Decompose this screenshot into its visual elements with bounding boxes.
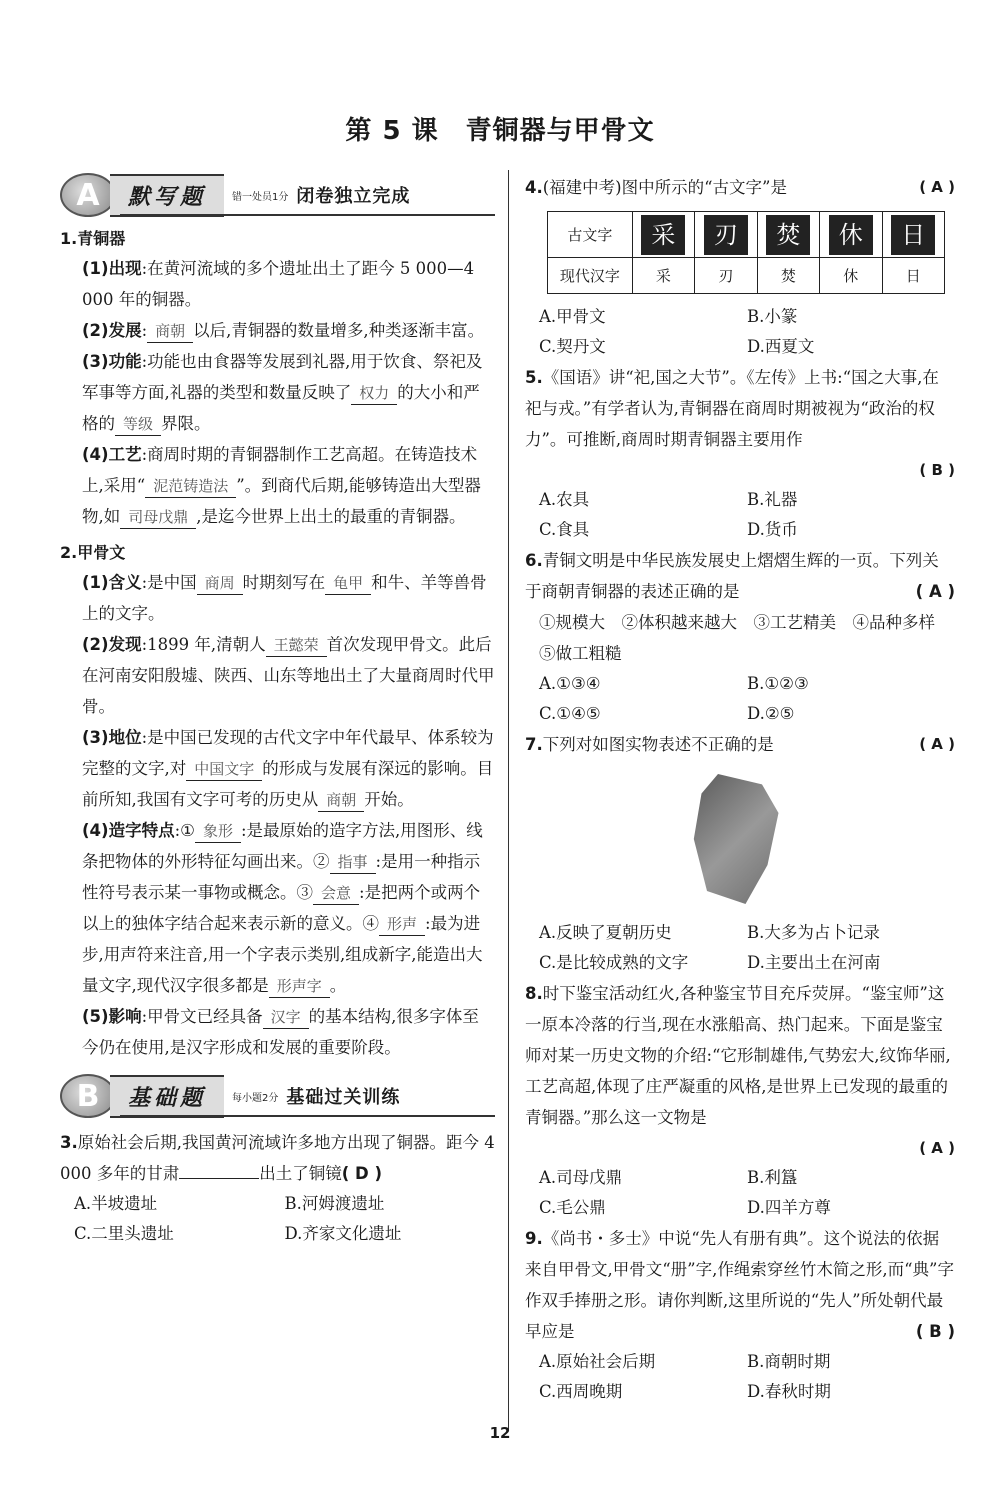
page-number: 12 (489, 1424, 511, 1442)
question-4: 4.(福建中考)图中所示的“古文字”是 ( A ) (525, 172, 955, 203)
q7-options (525, 918, 955, 978)
option-a: A.①③④ (539, 674, 601, 693)
answer-blank: 等级 (115, 413, 161, 436)
answer-blank: 司母戊鼎 (120, 506, 196, 529)
section-a-banner (60, 172, 495, 218)
answer-blank: 权力 (351, 382, 397, 405)
q1-heading: 1.青铜器 (60, 229, 126, 248)
q2-heading: 2.甲骨文 (60, 543, 126, 562)
option-d: D.齐家文化遗址 (284, 1224, 402, 1243)
option-d: D.四羊方尊 (747, 1198, 831, 1217)
option-a: A.甲骨文 (539, 307, 606, 326)
option-c: C.二里头遗址 (74, 1224, 174, 1243)
ancient-glyph: 休 (829, 215, 873, 255)
option-d: D.②⑤ (747, 704, 795, 723)
q2-p5: (5)影响:甲骨文已经具备 汉字 的基本结构,很多字体至今仍在使用,是汉字形成和发展的重要阶段。 (82, 1007, 479, 1057)
q7-answer: ( A ) (919, 735, 955, 753)
section-a-badge: A (60, 173, 116, 217)
question-6: 6.青铜文明是中华民族发展史上熠熠生辉的一页。下列关于商朝青铜器的表述正确的是 ( A ) (525, 545, 955, 607)
option-b: B.河姆渡遗址 (284, 1194, 385, 1213)
option-d: D.主要出土在河南 (747, 953, 881, 972)
ancient-glyph: 采 (641, 215, 685, 255)
left-column (60, 172, 495, 1249)
q9-options (525, 1347, 955, 1407)
section-a-tag: 闭卷独立完成 (296, 186, 411, 207)
section-a-note: 错一处员1分 (232, 191, 289, 203)
answer-blank: 汉字 (263, 1006, 309, 1029)
row-label-ancient: 古文字 (548, 212, 633, 258)
section-b-tag: 基础过关训练 (286, 1087, 401, 1108)
option-b: B.利簋 (747, 1168, 798, 1187)
q2-p4: (4)造字特点:① 象形 :是最原始的造字方法,用图形、线条把物体的外形特征勾画出来。② 指事 :是用一种指示性符号表示某一事物或概念。③ 会意 :是把两个或两个以上的独体字结合起来表示新的意义。④ 形声 :最为进步,用声符来注音,用一个字表示类别,组成新字,能造出大量文字,现代汉字很多都是 形声字 。 (60, 815, 495, 1001)
option-b: B.小篆 (747, 307, 798, 326)
q6-options (525, 669, 955, 729)
section-b-banner (60, 1073, 495, 1119)
option-b: B.商朝时期 (747, 1352, 831, 1371)
q1-p1: (1)出现:在黄河流域的多个遗址出土了距今 5 000—4 000 年的铜器。 (82, 259, 475, 309)
option-b: B.礼器 (747, 490, 798, 509)
q5-options (525, 485, 955, 545)
answer-blank: 龟甲 (325, 572, 371, 595)
question-3: 3.原始社会后期,我国黄河流域许多地方出现了铜器。距今 4 000 多年的甘肃 出土了铜镜( D ) (60, 1133, 495, 1183)
option-c: C.是比较成熟的文字 (539, 953, 689, 972)
option-c: C.契丹文 (539, 337, 606, 356)
answer-blank: 形声字 (269, 975, 330, 998)
option-a: A.原始社会后期 (539, 1352, 656, 1371)
right-column (525, 172, 955, 1407)
option-a: A.反映了夏朝历史 (539, 923, 672, 942)
option-c: C.西周晚期 (539, 1382, 623, 1401)
q2-p3: (3)地位:是中国已发现的古代文字中年代最早、体系较为完整的文字,对 中国文字 的形成与发展有深远的影响。目前所知,我国有文字可考的历史从 商朝 开始。 (60, 722, 495, 815)
modern-char: 刃 (695, 258, 757, 294)
modern-char: 日 (882, 258, 945, 294)
ancient-glyph: 焚 (766, 215, 810, 255)
q8-answer: ( A ) (919, 1139, 955, 1157)
answer-blank: 商朝 (147, 320, 193, 343)
option-a: A.半坡遗址 (74, 1194, 158, 1213)
section-b-note: 每小题2分 (232, 1092, 279, 1104)
q2-p2: (2)发现:1899 年,清朝人 王懿荣 首次发现甲骨文。此后在河南安阳殷墟、陕西、山东等地出土了大量商周时代甲骨。 (82, 635, 495, 716)
option-a: A.司母戊鼎 (539, 1168, 623, 1187)
option-c: C.①④⑤ (539, 704, 601, 723)
column-divider (508, 170, 509, 1430)
q4-options (525, 302, 955, 362)
q6-items: ①规模大 ②体积越来越大 ③工艺精美 ④品种多样 ⑤做工粗糙 (539, 613, 952, 663)
ancient-glyph: 刃 (704, 215, 748, 255)
q9-answer: ( B ) (915, 1322, 955, 1341)
answer-blank: 王懿荣 (266, 634, 327, 657)
modern-char: 焚 (757, 258, 819, 294)
q1-p2: (2)发展: 商朝 以后,青铜器的数量增多,种类逐渐丰富。 (60, 315, 495, 346)
answer-blank: 中国文字 (186, 758, 262, 781)
section-b-name: 基础题 (110, 1075, 224, 1118)
option-d: D.春秋时期 (747, 1382, 831, 1401)
question-9: 9.《尚书・多士》中说“先人有册有典”。这个说法的依据来自甲骨文,甲骨文“册”字,作绳索穿丝竹木简之形,而“典”字作双手捧册之形。请你判断,这里所说的“先人”所处朝代最早应是 ( B ) (525, 1223, 955, 1347)
modern-char: 采 (632, 258, 694, 294)
option-d: D.货币 (747, 520, 798, 539)
section-a-name: 默写题 (110, 174, 224, 217)
modern-char: 休 (820, 258, 882, 294)
answer-blank: 形声 (379, 913, 425, 936)
q5-answer: ( B ) (919, 461, 955, 479)
q3-options (60, 1189, 495, 1249)
ancient-glyph: 日 (891, 215, 935, 255)
q1-p3: (3)功能:功能也由食器等发展到礼器,用于饮食、祭祀及军事等方面,礼器的类型和数量反映了 权力 的大小和严格的 等级 界限。 (60, 346, 495, 439)
answer-blank: 会意 (313, 882, 359, 905)
question-8: 8.时下鉴宝活动红火,各种鉴宝节目充斥荧屏。“鉴宝师”这一原本冷落的行当,现在水涨船高、热门起来。下面是鉴宝师对某一历史文物的介绍:“它形制雄伟,气势宏大,纹饰华丽,工艺高超,体现了庄严凝重的风格,是世界上已发现的最重的青铜器。”那么这一文物是 (525, 984, 951, 1127)
glyph-table (547, 211, 945, 294)
q4-answer: ( A ) (919, 178, 955, 196)
answer-blank: 象形 (195, 820, 241, 843)
answer-blank: 商周 (197, 572, 243, 595)
q2-p1: (1)含义:是中国 商周 时期刻写在 龟甲 和牛、羊等兽骨上的文字。 (82, 573, 487, 623)
section-b-badge: B (60, 1074, 116, 1118)
question-5: 5.《国语》讲“祀,国之大节”。《左传》上书:“国之大事,在祀与戎。”有学者认为,青铜器在商周时期被视为“政治的权力”。可推断,商周时期青铜器主要用作 (525, 368, 939, 449)
oracle-bone-image (685, 774, 795, 904)
q1-p4: (4)工艺:商周时期的青铜器制作工艺高超。在铸造技术上,采用“ 泥范铸造法 ”。到商代后期,能够铸造出大型器物,如 司母戊鼎 ,是迄今世界上出土的最重的青铜器。 (60, 439, 495, 532)
option-c: C.毛公鼎 (539, 1198, 606, 1217)
option-a: A.农具 (539, 490, 590, 509)
option-d: D.西夏文 (747, 337, 815, 356)
q8-options (525, 1163, 955, 1223)
answer-blank: 泥范铸造法 (145, 475, 236, 498)
q3-answer: ( D ) (341, 1164, 383, 1183)
option-c: C.食具 (539, 520, 590, 539)
option-b: B.①②③ (747, 674, 809, 693)
page-title: 第 5 课 青铜器与甲骨文 (345, 116, 655, 146)
q6-answer: ( A ) (915, 582, 955, 601)
answer-blank: 商朝 (318, 789, 364, 812)
answer-blank: 指事 (330, 851, 376, 874)
row-label-modern: 现代汉字 (548, 258, 633, 294)
question-7: 7.下列对如图实物表述不正确的是 ( A ) (525, 729, 955, 760)
option-b: B.大多为占卜记录 (747, 923, 880, 942)
